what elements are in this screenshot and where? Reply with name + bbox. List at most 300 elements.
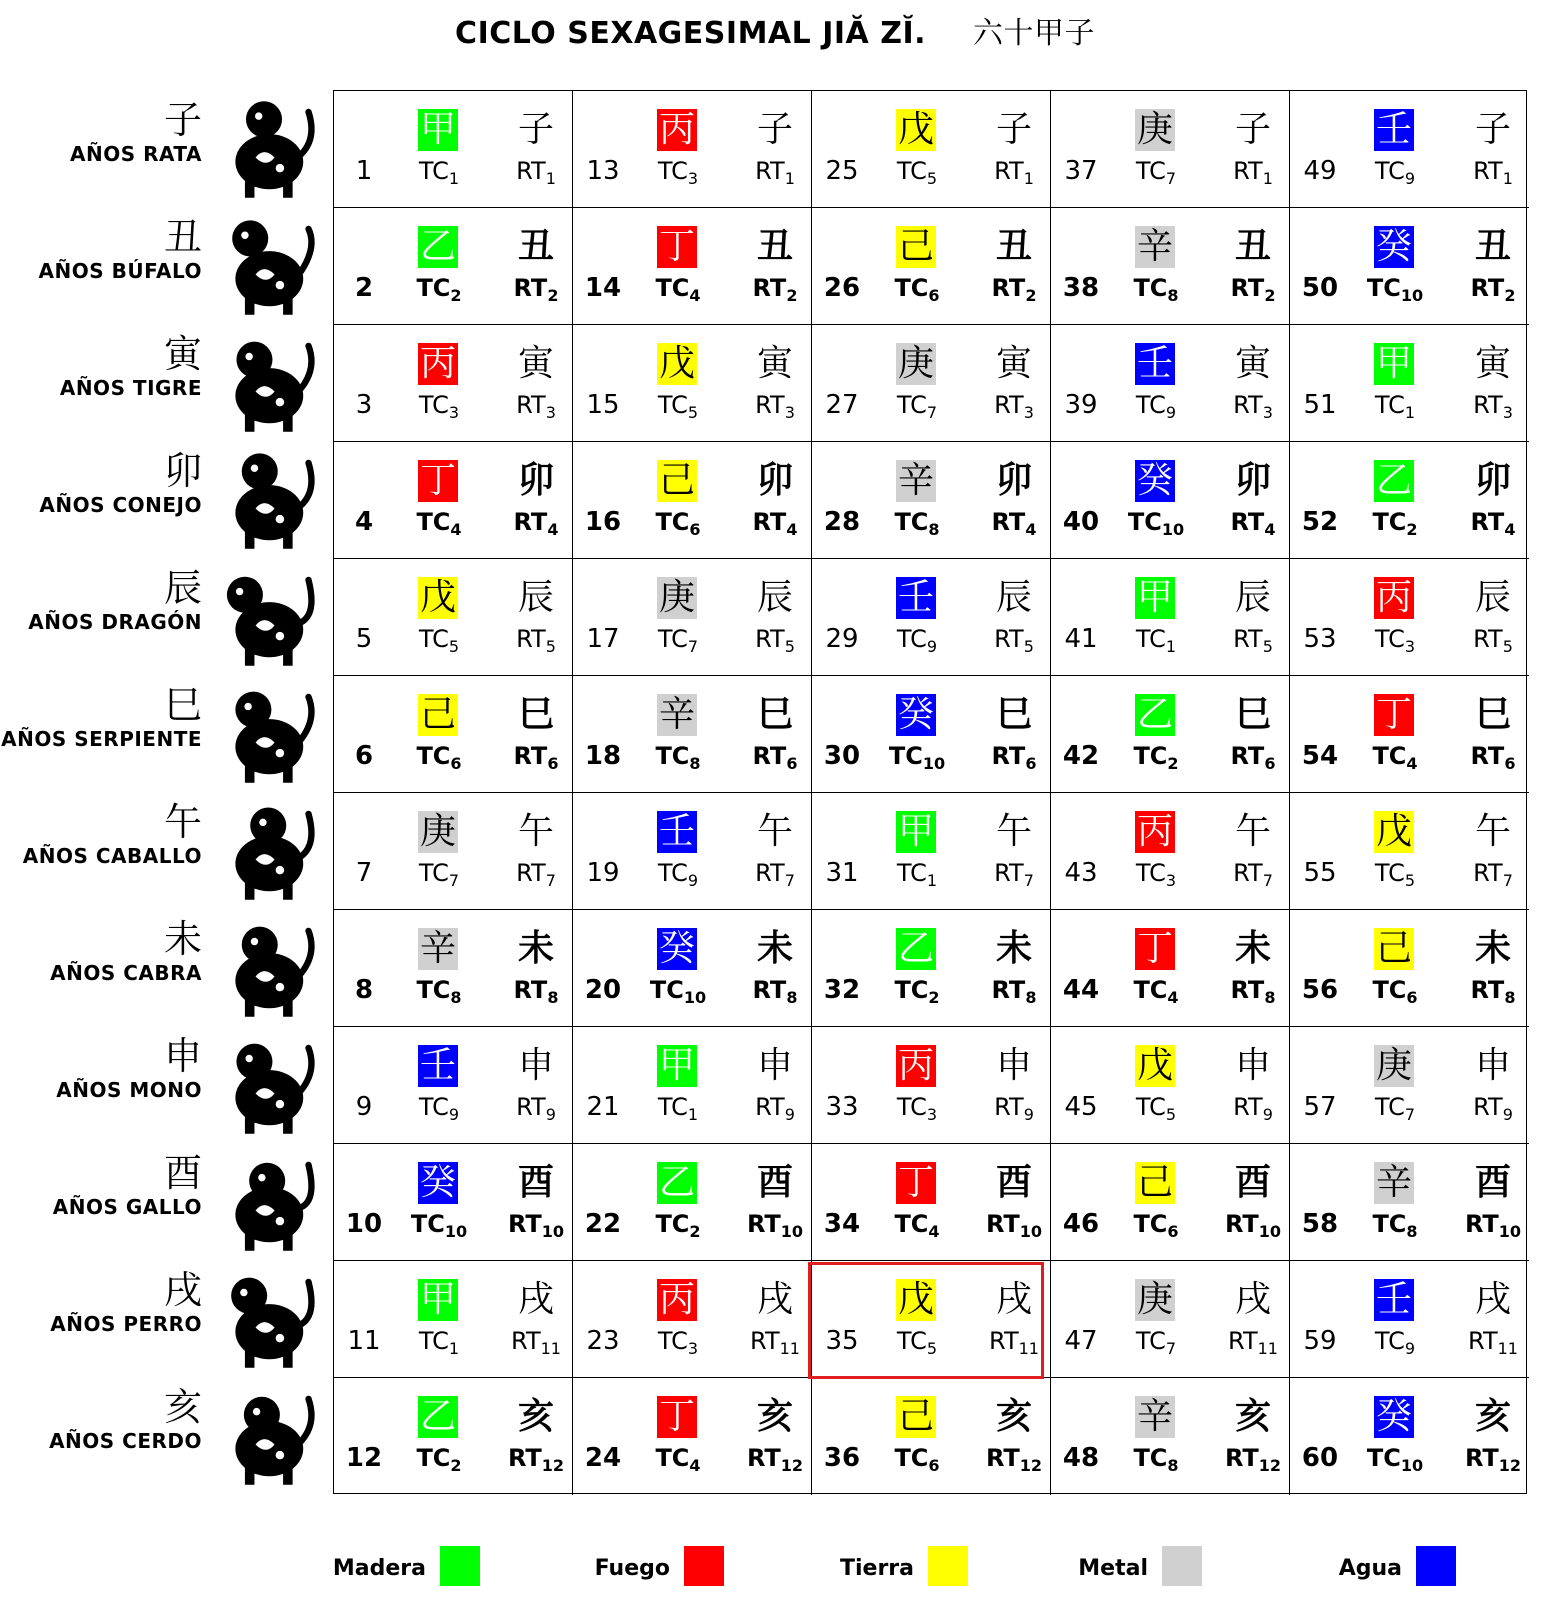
branch-char: 亥: [1474, 1396, 1511, 1437]
branch-char: 亥: [1234, 1396, 1271, 1437]
branch-char: 丑: [1234, 226, 1271, 267]
stem-char: 辛: [419, 928, 456, 969]
rt-label: $RT_1$: [1233, 157, 1273, 188]
cycle-cell: [1051, 1261, 1290, 1378]
stem-char: 壬: [897, 577, 934, 618]
tc-label: $TC_3$: [657, 1327, 699, 1358]
stem-char: 己: [1136, 1162, 1173, 1203]
cycle-number: 26: [823, 273, 861, 303]
rat-icon: [210, 96, 318, 202]
tc-label: $TC_6$: [1133, 1210, 1179, 1241]
tc-label: $TC_6$: [894, 1444, 940, 1475]
animal-name: AÑOS SERPIENTE: [1, 727, 202, 751]
rt-label: $RT_2$: [991, 274, 1037, 305]
cycle-cell: [573, 793, 812, 910]
cycle-number: 21: [586, 1092, 620, 1122]
rt-label: $RT_{10}$: [1224, 1210, 1282, 1241]
cycle-number: 27: [825, 390, 859, 420]
tc-label: $TC_2$: [416, 1444, 462, 1475]
rt-label: $RT_6$: [1470, 742, 1516, 773]
cycle-cell: [573, 559, 812, 676]
tc-label: $TC_5$: [657, 391, 699, 422]
branch-char: 辰: [1234, 577, 1271, 618]
animal-name: AÑOS GALLO: [52, 1195, 202, 1219]
stem-char: 甲: [1136, 577, 1173, 618]
stem-char: 辛: [658, 694, 695, 735]
cycle-cell: [573, 1144, 812, 1261]
cycle-number: 23: [586, 1326, 620, 1356]
tc-label: $TC_7$: [657, 625, 699, 656]
rt-label: $RT_5$: [755, 625, 795, 656]
page-title: [0, 8, 1550, 52]
rt-label: $RT_7$: [994, 859, 1034, 890]
tc-label: $TC_1$: [418, 157, 460, 188]
cycle-cell: [334, 910, 573, 1027]
rt-label: $RT_4$: [752, 508, 798, 539]
cycle-number: 33: [825, 1092, 859, 1122]
stem-char: 壬: [1375, 1279, 1412, 1320]
cycle-cell: [1290, 1144, 1529, 1261]
tc-label: $TC_1$: [418, 1327, 460, 1358]
stem-char: 辛: [897, 460, 934, 501]
tc-label: $TC_{10}$: [410, 1210, 468, 1241]
cycle-number: 9: [355, 1092, 373, 1122]
cycle-cell: [1290, 910, 1529, 1027]
stem-char: 壬: [419, 1045, 456, 1086]
stem-char: 壬: [1136, 343, 1173, 384]
branch-char: 酉: [517, 1162, 554, 1203]
stem-char: 癸: [1375, 226, 1412, 267]
branch-char: 卯: [995, 460, 1032, 501]
cycle-cell: [334, 559, 573, 676]
cycle-cell: [812, 1027, 1051, 1144]
branch-char: 辰: [995, 577, 1032, 618]
cycle-cell: [812, 442, 1051, 559]
animal-branch-char: 卯: [163, 449, 202, 493]
grid-column: [812, 91, 1051, 1495]
tc-label: $TC_8$: [1133, 274, 1179, 305]
stem-char: 丁: [658, 1396, 695, 1437]
branch-char: 申: [517, 1045, 554, 1086]
branch-char: 寅: [995, 343, 1032, 384]
branch-char: 午: [995, 811, 1032, 852]
legend-label: Madera: [332, 1556, 426, 1581]
animal-branch-char: 申: [163, 1034, 202, 1078]
tc-label: $TC_5$: [896, 157, 938, 188]
animal-row: [0, 792, 330, 909]
branch-char: 卯: [1234, 460, 1271, 501]
branch-char: 酉: [995, 1162, 1032, 1203]
cycle-cell: [1290, 676, 1529, 793]
rt-label: $RT_{10}$: [507, 1210, 565, 1241]
animal-branch-char: 丑: [163, 215, 202, 259]
stem-char: 己: [419, 694, 456, 735]
animal-row: [0, 675, 330, 792]
stem-char: 辛: [1375, 1162, 1412, 1203]
cycle-cell: [1051, 325, 1290, 442]
stem-char: 己: [1375, 928, 1412, 969]
cycle-number: 34: [823, 1209, 861, 1239]
cycle-cell: [573, 91, 812, 208]
rabbit-icon: [210, 447, 318, 553]
rt-label: $RT_1$: [994, 157, 1034, 188]
rt-label: $RT_{10}$: [985, 1210, 1043, 1241]
branch-char: 申: [756, 1045, 793, 1086]
stem-char: 乙: [419, 226, 456, 267]
cycle-cell: [573, 910, 812, 1027]
stem-char: 壬: [1375, 109, 1412, 150]
branch-char: 寅: [756, 343, 793, 384]
animal-branch-char: 寅: [163, 332, 202, 376]
tc-label: $TC_2$: [1133, 742, 1179, 773]
tc-label: $TC_5$: [896, 1327, 938, 1358]
cycle-number: 10: [345, 1209, 383, 1239]
stem-char: 乙: [897, 928, 934, 969]
stem-char: 戊: [419, 577, 456, 618]
tc-label: $TC_9$: [1135, 391, 1177, 422]
branch-char: 子: [1474, 109, 1511, 150]
branch-char: 亥: [517, 1396, 554, 1437]
rt-label: $RT_7$: [1473, 859, 1513, 890]
stem-char: 乙: [658, 1162, 695, 1203]
legend-item: [962, 1546, 1202, 1590]
rt-label: $RT_6$: [991, 742, 1037, 773]
cycle-cell: [812, 559, 1051, 676]
branch-char: 酉: [1474, 1162, 1511, 1203]
stem-char: 戊: [897, 1279, 934, 1320]
cycle-number: 55: [1303, 858, 1337, 888]
rt-label: $RT_7$: [516, 859, 556, 890]
legend-label: Metal: [1078, 1556, 1148, 1581]
cycle-number: 15: [586, 390, 620, 420]
cycle-number: 39: [1064, 390, 1098, 420]
cycle-cell: [1051, 559, 1290, 676]
rt-label: $RT_{12}$: [1464, 1444, 1522, 1475]
cycle-cell: [1051, 91, 1290, 208]
rt-label: $RT_9$: [1233, 1093, 1273, 1124]
stem-char: 丁: [1136, 928, 1173, 969]
rt-label: $RT_2$: [752, 274, 798, 305]
branch-char: 子: [517, 109, 554, 150]
branch-char: 申: [1234, 1045, 1271, 1086]
legend-item: [484, 1546, 724, 1590]
branch-char: 子: [756, 109, 793, 150]
cycle-number: 40: [1062, 507, 1100, 537]
cycle-number: 59: [1303, 1326, 1337, 1356]
cycle-number: 44: [1062, 975, 1100, 1005]
tc-label: $TC_3$: [896, 1093, 938, 1124]
stem-char: 壬: [658, 811, 695, 852]
tc-label: $TC_2$: [655, 1210, 701, 1241]
stem-char: 丙: [897, 1045, 934, 1086]
cycle-cell: [334, 1027, 573, 1144]
tc-label: $TC_{10}$: [649, 976, 707, 1007]
rt-label: $RT_8$: [1470, 976, 1516, 1007]
tc-label: $TC_8$: [416, 976, 462, 1007]
branch-char: 申: [995, 1045, 1032, 1086]
animal-row: [0, 1026, 330, 1143]
cycle-cell: [812, 910, 1051, 1027]
cycle-cell: [334, 442, 573, 559]
rt-label: $RT_4$: [513, 508, 559, 539]
rt-label: $RT_8$: [1230, 976, 1276, 1007]
tc-label: $TC_4$: [894, 1210, 940, 1241]
cycle-cell: [812, 208, 1051, 325]
cycle-number: 4: [354, 507, 374, 537]
cycle-cell: [573, 325, 812, 442]
animal-name: AÑOS CONEJO: [39, 493, 202, 517]
stem-char: 己: [897, 1396, 934, 1437]
grid-column: [1290, 91, 1529, 1495]
branch-char: 午: [756, 811, 793, 852]
cycle-number: 7: [355, 858, 373, 888]
branch-char: 戌: [1474, 1279, 1511, 1320]
cycle-number: 57: [1303, 1092, 1337, 1122]
branch-char: 卯: [756, 460, 793, 501]
animal-branch-char: 午: [163, 800, 202, 844]
cycle-number: 46: [1062, 1209, 1100, 1239]
cycle-number: 32: [823, 975, 861, 1005]
stem-char: 戊: [897, 109, 934, 150]
cycle-cell: [334, 208, 573, 325]
animal-branch-char: 辰: [163, 566, 202, 610]
branch-char: 巳: [1234, 694, 1271, 735]
cycle-number: 52: [1301, 507, 1339, 537]
rt-label: $RT_2$: [1470, 274, 1516, 305]
cycle-cell: [573, 1027, 812, 1144]
stem-char: 己: [897, 226, 934, 267]
cycle-cell: [573, 1261, 812, 1378]
cycle-number: 11: [347, 1326, 381, 1356]
rt-label: $RT_4$: [1230, 508, 1276, 539]
rt-label: $RT_5$: [1233, 625, 1273, 656]
cycle-number: 48: [1062, 1443, 1100, 1473]
animal-row: [0, 324, 330, 441]
tc-label: $TC_1$: [1374, 391, 1416, 422]
tc-label: $TC_6$: [894, 274, 940, 305]
grid-column: [334, 91, 573, 1495]
legend-label: Tierra: [839, 1556, 914, 1581]
cycle-cell: [812, 793, 1051, 910]
rt-label: $RT_{11}$: [989, 1327, 1039, 1358]
tiger-icon: [210, 330, 318, 436]
branch-char: 酉: [756, 1162, 793, 1203]
tc-label: $TC_9$: [896, 625, 938, 656]
tc-label: $TC_8$: [655, 742, 701, 773]
rt-label: $RT_{11}$: [1228, 1327, 1278, 1358]
stem-char: 庚: [1136, 1279, 1173, 1320]
cycle-number: 12: [345, 1443, 383, 1473]
tc-label: $TC_4$: [655, 1444, 701, 1475]
stem-char: 癸: [419, 1162, 456, 1203]
animal-name: AÑOS TIGRE: [59, 376, 202, 400]
tc-label: $TC_{10}$: [1127, 508, 1185, 539]
branch-char: 辰: [517, 577, 554, 618]
cycle-cell: [334, 1378, 573, 1495]
animal-name: AÑOS CABALLO: [22, 844, 202, 868]
tc-label: $TC_4$: [655, 274, 701, 305]
buffalo-icon: [210, 213, 318, 319]
cycle-number: 24: [584, 1443, 622, 1473]
stem-char: 庚: [658, 577, 695, 618]
cycle-number: 58: [1301, 1209, 1339, 1239]
branch-char: 子: [995, 109, 1032, 150]
rt-label: $RT_9$: [1473, 1093, 1513, 1124]
rt-label: $RT_8$: [513, 976, 559, 1007]
cycle-number: 43: [1064, 858, 1098, 888]
stem-char: 丁: [658, 226, 695, 267]
tc-label: $TC_5$: [418, 625, 460, 656]
rt-label: $RT_{12}$: [507, 1444, 565, 1475]
cycle-number: 60: [1301, 1443, 1339, 1473]
cycle-number: 37: [1064, 156, 1098, 186]
cycle-number: 54: [1301, 741, 1339, 771]
animal-branch-char: 亥: [163, 1385, 202, 1429]
tc-label: $TC_1$: [896, 859, 938, 890]
rt-label: $RT_5$: [994, 625, 1034, 656]
legend-item: [240, 1546, 480, 1590]
branch-char: 寅: [1474, 343, 1511, 384]
stem-char: 庚: [1375, 1045, 1412, 1086]
cycle-cell: [1051, 1027, 1290, 1144]
rt-label: $RT_9$: [755, 1093, 795, 1124]
cycle-number: 29: [825, 624, 859, 654]
cycle-cell: [334, 793, 573, 910]
dragon-icon: [210, 564, 318, 670]
cycle-cell: [334, 325, 573, 442]
monkey-icon: [210, 1032, 318, 1138]
tc-label: $TC_2$: [894, 976, 940, 1007]
cycle-number: 25: [825, 156, 859, 186]
cycle-number: 17: [586, 624, 620, 654]
legend-swatch: [1416, 1546, 1456, 1586]
animal-name: AÑOS CABRA: [50, 961, 202, 985]
tc-label: $TC_4$: [1133, 976, 1179, 1007]
rt-label: $RT_3$: [755, 391, 795, 422]
horse-icon: [210, 798, 318, 904]
cycle-cell: [1290, 91, 1529, 208]
cycle-number: 28: [823, 507, 861, 537]
cycle-cell: [1290, 793, 1529, 910]
rt-label: $RT_1$: [1473, 157, 1513, 188]
cycle-cell: [812, 1378, 1051, 1495]
tc-label: $TC_3$: [657, 157, 699, 188]
rt-label: $RT_{11}$: [511, 1327, 561, 1358]
branch-char: 丑: [995, 226, 1032, 267]
rt-label: $RT_3$: [516, 391, 556, 422]
cycle-cell: [1051, 910, 1290, 1027]
tc-label: $TC_7$: [1374, 1093, 1416, 1124]
stem-char: 乙: [1375, 460, 1412, 501]
rt-label: $RT_3$: [1473, 391, 1513, 422]
stem-char: 癸: [897, 694, 934, 735]
animal-branch-char: 戌: [163, 1268, 202, 1312]
branch-char: 子: [1234, 109, 1271, 150]
legend-label: Agua: [1338, 1556, 1402, 1581]
stem-char: 丙: [419, 343, 456, 384]
branch-char: 未: [995, 928, 1032, 969]
cycle-cell: [1290, 1027, 1529, 1144]
animal-branch-char: 巳: [163, 683, 202, 727]
stem-char: 癸: [1136, 460, 1173, 501]
cycle-cell: [1290, 1378, 1529, 1495]
cycle-cell: [1290, 559, 1529, 676]
animal-row: [0, 1143, 330, 1260]
stem-char: 丁: [897, 1162, 934, 1203]
tc-label: $TC_6$: [416, 742, 462, 773]
stem-char: 庚: [419, 811, 456, 852]
tc-label: $TC_4$: [1372, 742, 1418, 773]
animal-column: [0, 90, 330, 1494]
cycle-number: 20: [584, 975, 622, 1005]
legend-label: Fuego: [594, 1556, 670, 1581]
stem-char: 甲: [658, 1045, 695, 1086]
cycle-number: 31: [825, 858, 859, 888]
cycle-number: 38: [1062, 273, 1100, 303]
cycle-cell: [1051, 208, 1290, 325]
cycle-cell: [334, 1144, 573, 1261]
rt-label: $RT_{10}$: [746, 1210, 804, 1241]
cycle-cell: [1051, 442, 1290, 559]
cycle-cell: [1051, 676, 1290, 793]
cycle-number: 2: [354, 273, 374, 303]
animal-branch-char: 未: [163, 917, 202, 961]
tc-label: $TC_8$: [1133, 1444, 1179, 1475]
cycle-number: 56: [1301, 975, 1339, 1005]
legend-item: [1216, 1546, 1456, 1590]
legend-item: [728, 1546, 968, 1590]
stem-char: 丙: [1375, 577, 1412, 618]
rooster-icon: [210, 1149, 318, 1255]
animal-name: AÑOS PERRO: [50, 1312, 202, 1336]
branch-char: 酉: [1234, 1162, 1271, 1203]
stem-char: 癸: [658, 928, 695, 969]
tc-label: $TC_{10}$: [888, 742, 946, 773]
cycle-number: 42: [1062, 741, 1100, 771]
branch-char: 申: [1474, 1045, 1511, 1086]
cycle-cell: [812, 1144, 1051, 1261]
tc-label: $TC_{10}$: [1366, 1444, 1424, 1475]
cycle-number: 16: [584, 507, 622, 537]
rt-label: $RT_6$: [1230, 742, 1276, 773]
stem-char: 甲: [1375, 343, 1412, 384]
cycle-number: 36: [823, 1443, 861, 1473]
branch-char: 巳: [517, 694, 554, 735]
tc-label: $TC_2$: [1372, 508, 1418, 539]
branch-char: 丑: [756, 226, 793, 267]
cycle-cell: [334, 1261, 573, 1378]
tc-label: $TC_5$: [1374, 859, 1416, 890]
branch-char: 卯: [517, 460, 554, 501]
stem-char: 庚: [897, 343, 934, 384]
cycle-cell: [812, 325, 1051, 442]
rt-label: $RT_{12}$: [1224, 1444, 1282, 1475]
animal-name: AÑOS DRAGÓN: [28, 610, 202, 634]
rt-label: $RT_{12}$: [985, 1444, 1043, 1475]
branch-char: 亥: [995, 1396, 1032, 1437]
branch-char: 寅: [517, 343, 554, 384]
animal-name: AÑOS MONO: [56, 1078, 202, 1102]
tc-label: $TC_9$: [418, 1093, 460, 1124]
element-legend: [0, 1546, 1550, 1590]
cycle-number: 14: [584, 273, 622, 303]
cycle-number: 51: [1303, 390, 1337, 420]
branch-char: 巳: [995, 694, 1032, 735]
stem-char: 戊: [1375, 811, 1412, 852]
rt-label: $RT_6$: [752, 742, 798, 773]
rt-label: $RT_7$: [755, 859, 795, 890]
cycle-cell: [812, 1261, 1051, 1378]
